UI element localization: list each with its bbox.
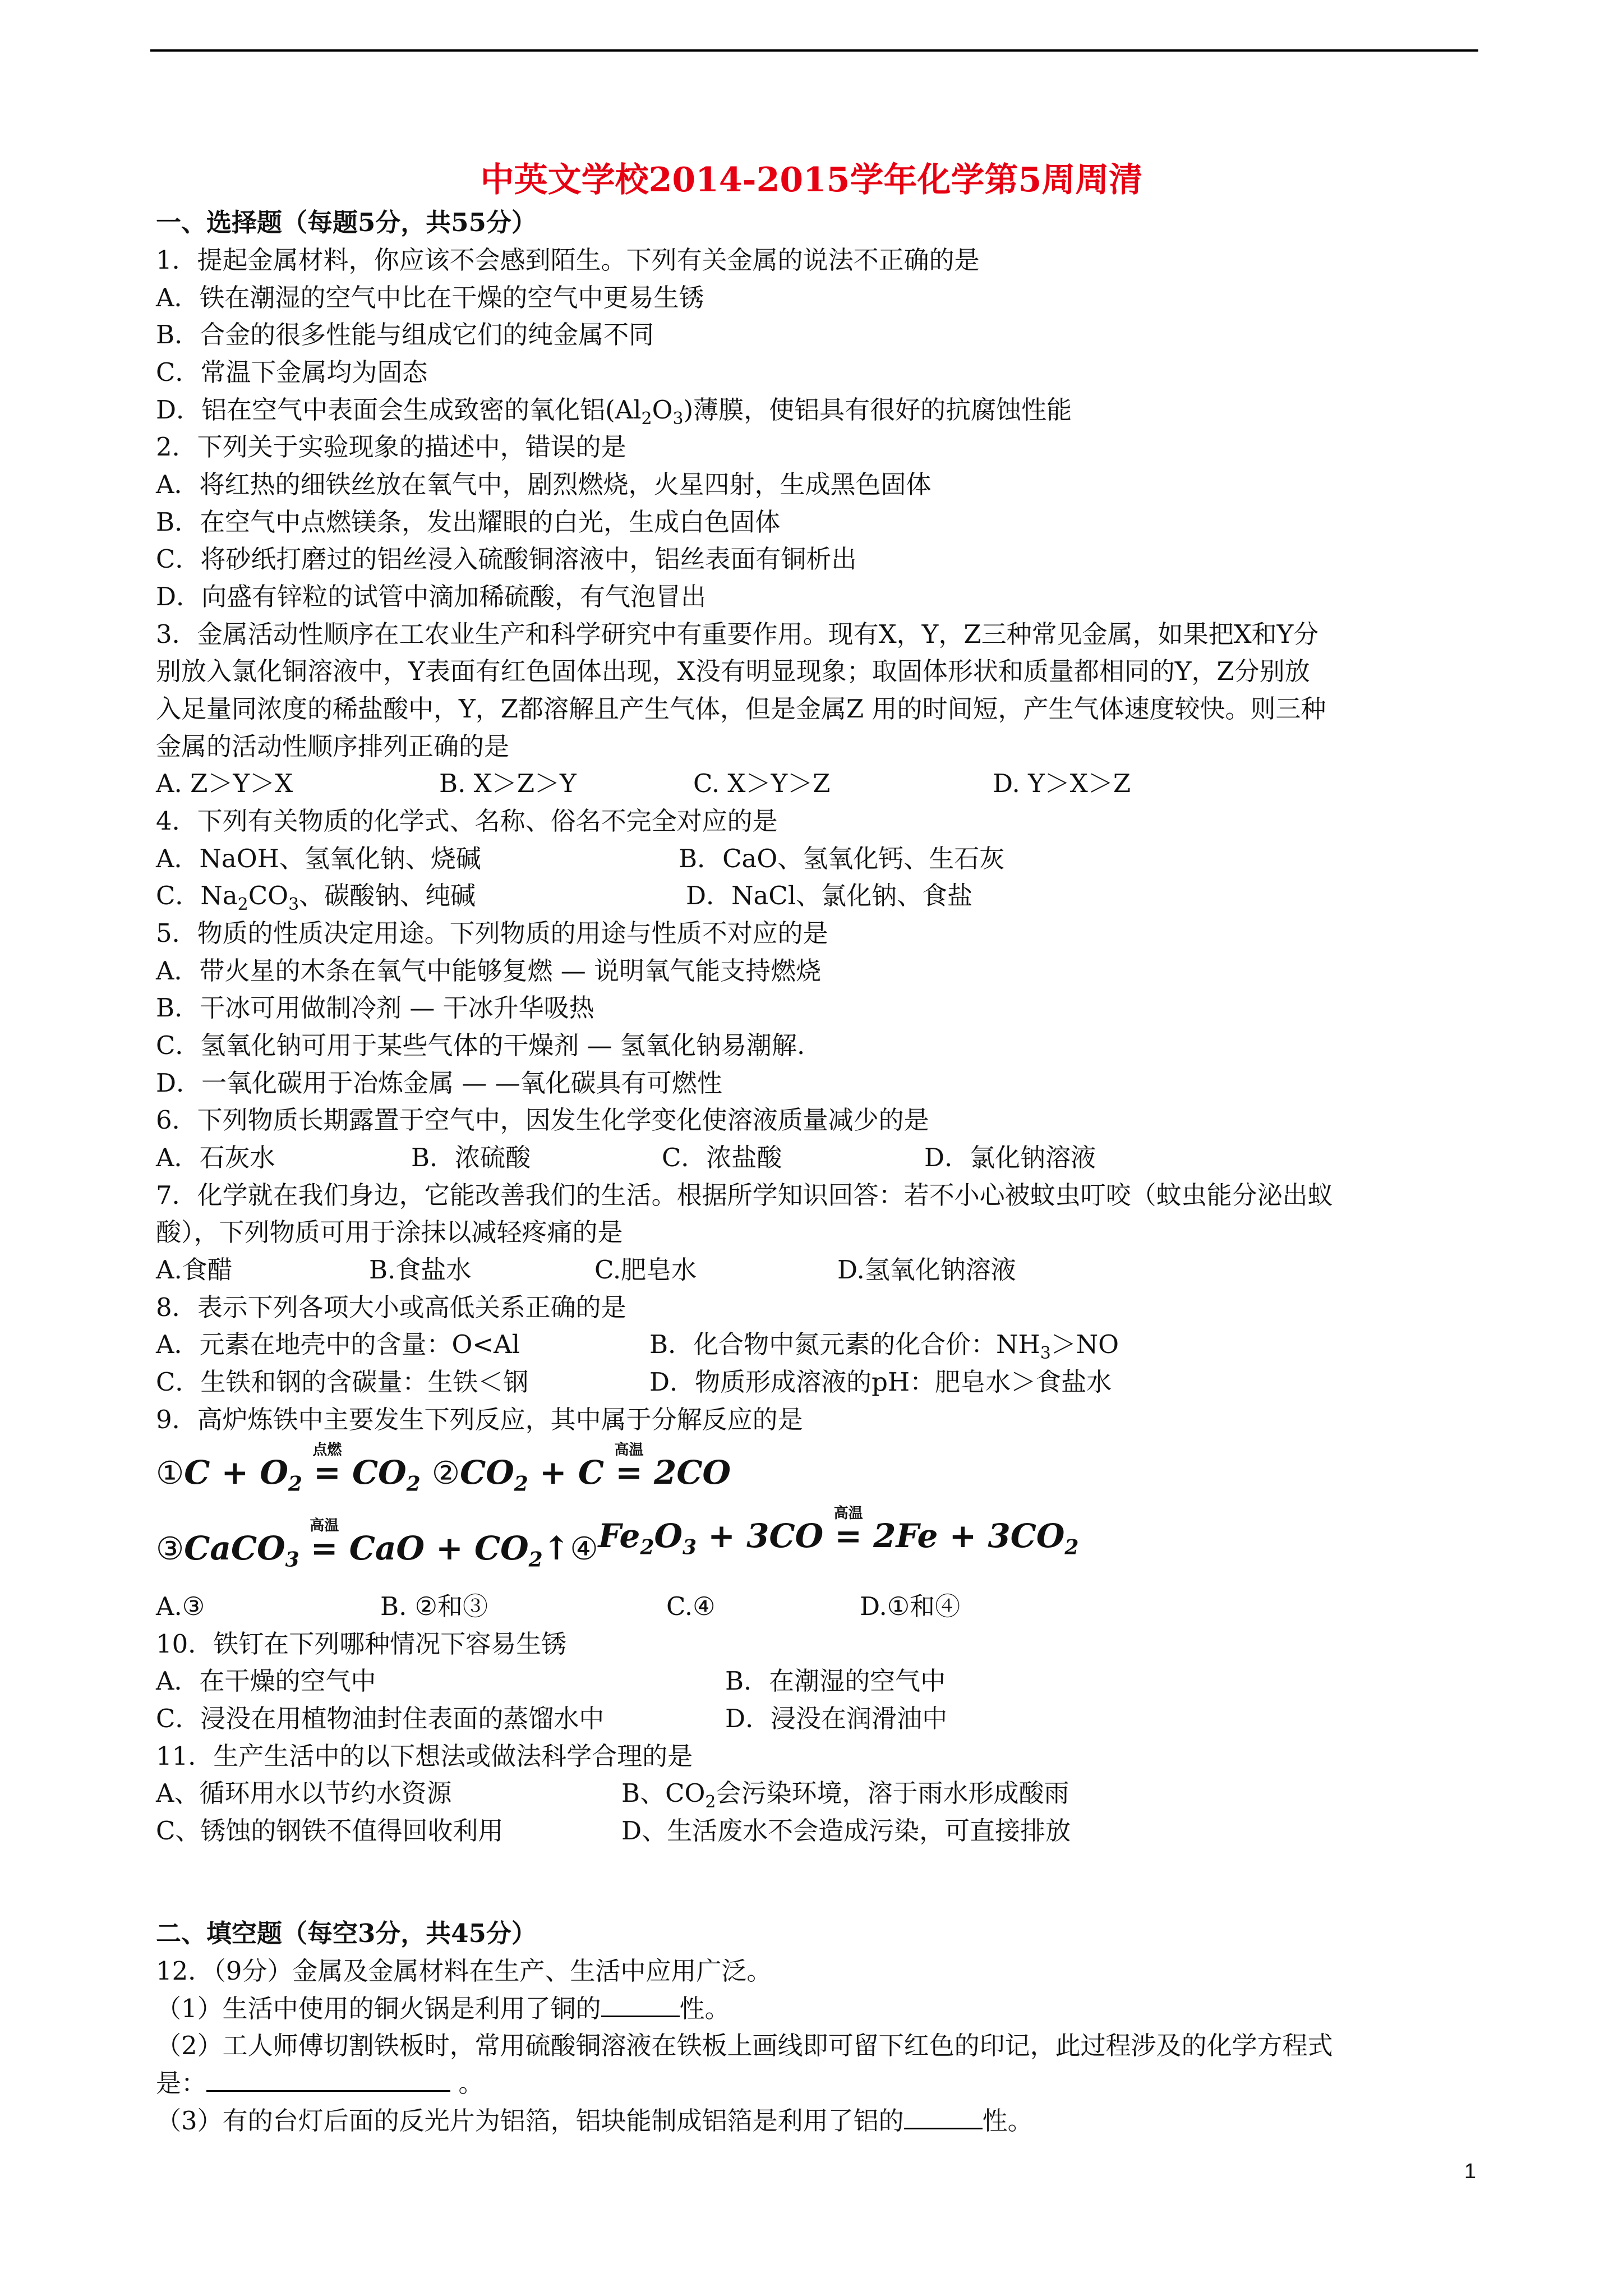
q5-option-b: B．干冰可用做制冷剂 — 干冰升华吸热 — [156, 993, 594, 1023]
q2-option-b: B．在空气中点燃镁条，发出耀眼的白光，生成白色固体 — [156, 507, 781, 537]
q1-option-a: A．铁在潮湿的空气中比在干燥的空气中更易生锈 — [156, 283, 704, 312]
q10-stem: 10．铁钉在下列哪种情况下容易生锈 — [156, 1629, 567, 1659]
q7-option-b: B.食盐水 — [369, 1255, 472, 1285]
q8-option-c: C．生铁和钢的含碳量：生铁＜钢 — [156, 1367, 529, 1397]
q8-option-b: B．化合物中氮元素的化合价：$NH_3>NO$ — [649, 1329, 1119, 1363]
q9-option-b: B. ②和③ — [380, 1591, 488, 1621]
q10-option-b: B．在潮湿的空气中 — [725, 1666, 946, 1696]
q7-option-c: C.肥皂水 — [594, 1255, 697, 1285]
answer-blank[interactable] — [601, 1993, 680, 2017]
q3-option-a: A. Z＞Y＞X — [156, 769, 293, 798]
header-rule — [150, 49, 1478, 52]
q3-option-c: C. X＞Y＞Z — [693, 769, 831, 798]
q9-option-c: C.④ — [666, 1591, 716, 1621]
q11-option-d: D、生活废水不会造成污染，可直接排放 — [621, 1816, 1071, 1846]
answer-blank[interactable] — [904, 2105, 983, 2129]
q6-option-a: A．石灰水 — [156, 1143, 275, 1172]
q12-part3: （3）有的台灯后面的反光片为铝箔，铝块能制成铝箔是利用了铝的 性。 — [156, 2106, 1033, 2136]
q3-option-d: D. Y＞X＞Z — [993, 769, 1131, 798]
q8-option-d: D．物质形成溶液的pH：肥皂水＞食盐水 — [649, 1367, 1112, 1397]
q2-option-c: C．将砂纸打磨过的铝丝浸入硫酸铜溶液中，铝丝表面有铜析出 — [156, 544, 857, 574]
answer-blank[interactable] — [206, 2068, 450, 2092]
q1-stem: 1．提起金属材料，你应该不会感到陌生。下列有关金属的说法不正确的是 — [156, 245, 980, 275]
q5-option-c: C．氢氧化钠可用于某些气体的干燥剂 — 氢氧化钠易潮解. — [156, 1030, 805, 1060]
q5-option-d: D．一氧化碳用于冶炼金属 — —氧化碳具有可燃性 — [156, 1068, 722, 1098]
q1-option-b: B．合金的很多性能与组成它们的纯金属不同 — [156, 320, 654, 349]
q6-option-d: D．氯化钠溶液 — [924, 1143, 1096, 1172]
q6-stem: 6．下列物质长期露置于空气中，因发生化学变化使溶液质量减少的是 — [156, 1105, 929, 1135]
q7-stem-line1: 7．化学就在我们身边，它能改善我们的生活。根据所学知识回答：若不小心被蚊虫叮咬（蚊虫能分泌出蚁 — [156, 1180, 1333, 1210]
q9-option-d: D.①和④ — [860, 1591, 961, 1621]
section-heading-choice: 一、选择题（每题5分，共55分） — [156, 208, 537, 237]
q3-stem-line2: 别放入氯化铜溶液中，Y表面有红色固体出现，X没有明显现象；取固体形状和质量都相同的Y，Z分别放 — [156, 656, 1310, 686]
q9-equations-row1: ①C + $O_2$ 点燃 = $CO_2$ $②CO_2 + C$ 高温 = 2CO — [156, 1442, 731, 1496]
q6-option-b: B．浓硫酸 — [411, 1143, 531, 1172]
q6-option-c: C．浓盐酸 — [662, 1143, 782, 1172]
q8-option-a: A．元素在地壳中的含量：O<Al — [156, 1329, 520, 1359]
q4-option-a: A．NaOH、氢氧化钠、烧碱 — [156, 844, 481, 873]
q12-part2-line1: （2）工人师傅切割铁板时，常用硫酸铜溶液在铁板上画线即可留下红色的印记，此过程涉及的化学方程式 — [156, 2031, 1333, 2060]
q10-option-a: A．在干燥的空气中 — [156, 1666, 376, 1696]
reaction-arrow-high-temp: 高温 = — [833, 1505, 863, 1555]
q8-stem: 8．表示下列各项大小或高低关系正确的是 — [156, 1292, 626, 1322]
q2-stem: 2．下列关于实验现象的描述中，错误的是 — [156, 432, 626, 462]
q11-option-b: B、$CO_2$会污染环境，溶于雨水形成酸雨 — [621, 1778, 1069, 1812]
page-number: 1 — [1464, 2160, 1476, 2183]
q12-part1: （1）生活中使用的铜火锅是利用了铜的 性。 — [156, 1994, 730, 2023]
q11-option-c: C、锈蚀的钢铁不值得回收利用 — [156, 1816, 504, 1846]
q4-stem: 4．下列有关物质的化学式、名称、俗名不完全对应的是 — [156, 806, 778, 836]
page-title: 中英文学校2014-2015学年化学第5周周清 — [480, 160, 1143, 200]
q2-option-a: A．将红热的细铁丝放在氧气中，剧烈燃烧，火星四射，生成黑色固体 — [156, 470, 932, 499]
q3-stem-line1: 3．金属活动性顺序在工农业生产和科学研究中有重要作用。现有X，Y，Z三种常见金属，如果把X和Y分 — [156, 619, 1319, 649]
reaction-arrow-ignite: 点燃 = — [312, 1442, 342, 1492]
q7-option-a: A.食醋 — [156, 1255, 233, 1285]
q7-stem-line2: 酸），下列物质可用于涂抹以减轻疼痛的是 — [156, 1217, 623, 1247]
q9-equations-row2: ③CaCO$_3$ 高温 = CaO + $CO_2↑④Fe_2O_3 + 3CO$ 高温 = $2Fe + 3CO_2$ — [156, 1505, 1079, 1572]
q4-option-c: C．$Na_2CO_3$、碳酸钠、纯碱 — [156, 881, 476, 914]
q4-option-b: B．CaO、氢氧化钙、生石灰 — [679, 844, 1005, 873]
q10-option-d: D．浸没在润滑油中 — [725, 1704, 948, 1733]
reaction-arrow-high-temp: 高温 = — [310, 1517, 339, 1567]
q11-option-a: A、循环用水以节约水资源 — [156, 1778, 452, 1808]
reaction-arrow-high-temp: 高温 = — [614, 1442, 644, 1492]
q10-option-c: C．浸没在用植物油封住表面的蒸馏水中 — [156, 1704, 605, 1733]
q12-stem: 12．（9分）金属及金属材料在生产、生活中应用广泛。 — [156, 1956, 772, 1986]
q3-option-b: B. X＞Z＞Y — [439, 769, 577, 798]
q4-option-d: D．NaCl、氯化钠、食盐 — [686, 881, 973, 910]
q5-stem: 5．物质的性质决定用途。下列物质的用途与性质不对应的是 — [156, 918, 828, 948]
q7-option-d: D.氢氧化钠溶液 — [837, 1255, 1016, 1285]
q3-stem-line3: 入足量同浓度的稀盐酸中，Y，Z都溶解且产生气体，但是金属Z 用的时间短，产生气体速度较快。则三种 — [156, 694, 1326, 724]
q1-option-c: C．常温下金属均为固态 — [156, 357, 428, 387]
q9-option-a: A.③ — [156, 1591, 205, 1621]
q3-stem-line4: 金属的活动性顺序排列正确的是 — [156, 731, 510, 761]
section-heading-fill-in: 二、填空题（每空3分，共45分） — [156, 1918, 537, 1948]
q5-option-a: A．带火星的木条在氧气中能够复燃 — 说明氧气能支持燃烧 — [156, 956, 822, 986]
q2-option-d: D．向盛有锌粒的试管中滴加稀硫酸，有气泡冒出 — [156, 582, 707, 611]
q11-stem: 11．生产生活中的以下想法或做法科学合理的是 — [156, 1741, 693, 1771]
q9-stem: 9．高炉炼铁中主要发生下列反应，其中属于分解反应的是 — [156, 1405, 803, 1434]
q1-option-d: D．铝在空气中表面会生成致密的氧化铝$(Al_2O_3)$薄膜，使铝具有很好的抗腐蚀性能 — [156, 395, 1072, 429]
q12-part2-line2: 是： 。 — [156, 2068, 484, 2098]
